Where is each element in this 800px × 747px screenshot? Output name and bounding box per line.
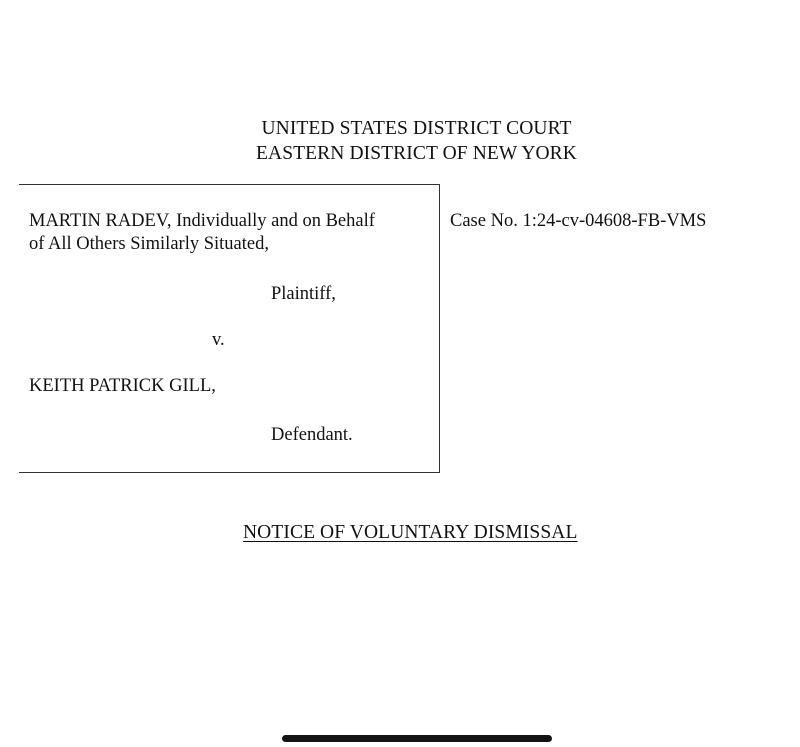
case-number: Case No. 1:24-cv-04608-FB-VMS bbox=[450, 211, 707, 231]
court-name: UNITED STATES DISTRICT COURT bbox=[261, 118, 572, 139]
plaintiff-name-line2: of All Others Similarly Situated, bbox=[29, 234, 269, 254]
defendant-role: Defendant. bbox=[271, 425, 353, 445]
court-heading bbox=[0, 116, 800, 166]
versus-label: v. bbox=[212, 330, 225, 350]
document-title: NOTICE OF VOLUNTARY DISMISSAL bbox=[243, 522, 578, 543]
plaintiff-name bbox=[29, 210, 375, 256]
home-indicator-bar[interactable] bbox=[282, 735, 552, 742]
court-district: EASTERN DISTRICT OF NEW YORK bbox=[256, 143, 577, 164]
plaintiff-name-line1: MARTIN RADEV, Individually and on Behalf bbox=[29, 211, 375, 231]
defendant-name: KEITH PATRICK GILL, bbox=[29, 376, 216, 396]
plaintiff-role: Plaintiff, bbox=[271, 284, 336, 304]
